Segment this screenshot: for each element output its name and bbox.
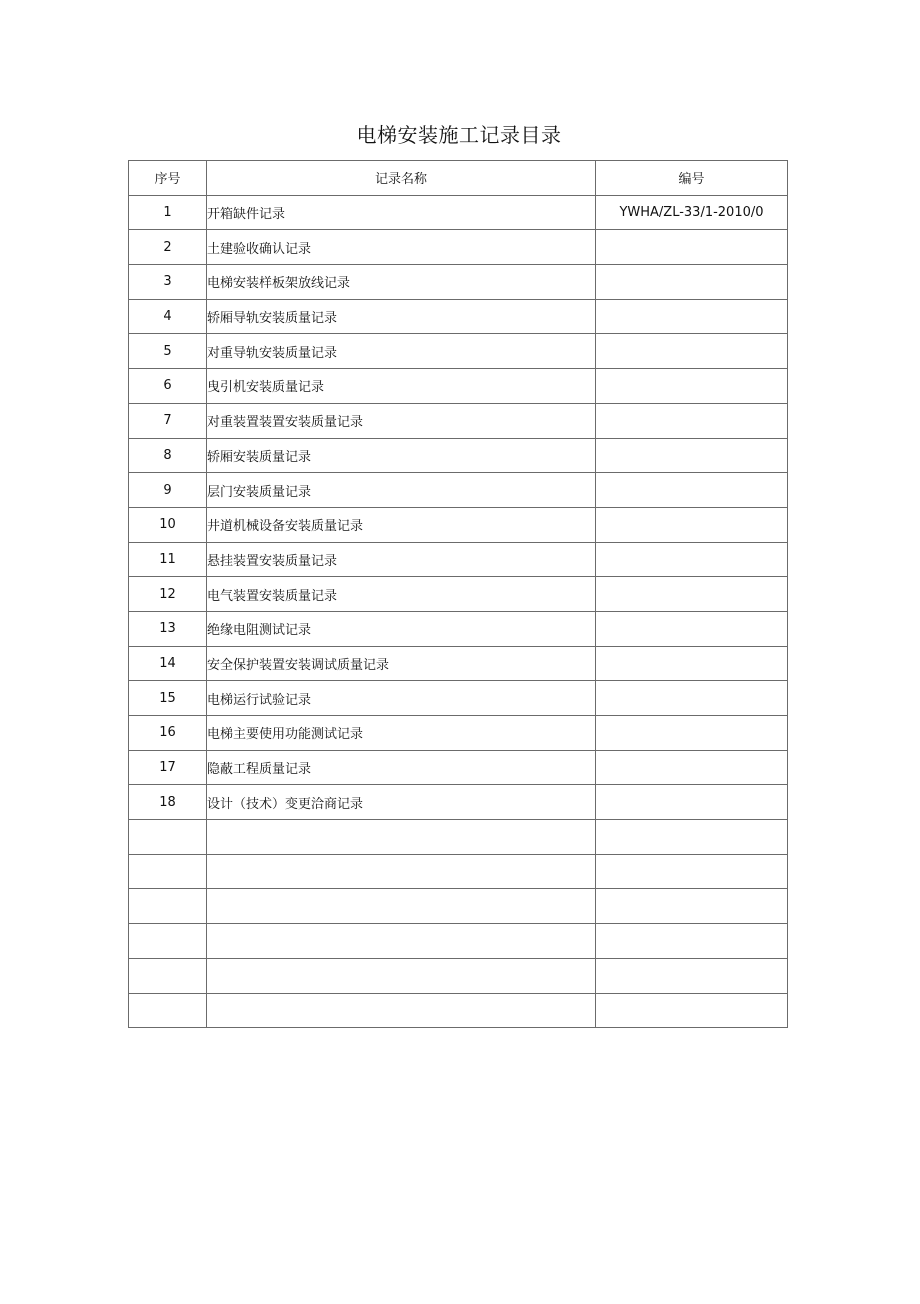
table-header-row	[129, 161, 788, 196]
row-record-name	[207, 854, 596, 889]
row-record-name: 电梯主要使用功能测试记录	[207, 716, 596, 751]
row-record-code	[596, 369, 788, 404]
row-record-code	[596, 299, 788, 334]
table-row	[129, 785, 788, 820]
row-record-code	[596, 230, 788, 265]
row-record-name: 电气装置安装质量记录	[207, 577, 596, 612]
record-table	[128, 160, 788, 1028]
table-row	[129, 577, 788, 612]
row-record-code	[596, 507, 788, 542]
table-row	[129, 507, 788, 542]
row-serial-number: 14	[129, 646, 207, 681]
row-record-code	[596, 334, 788, 369]
row-serial-number	[129, 958, 207, 993]
row-record-name: 电梯安装样板架放线记录	[207, 265, 596, 300]
row-record-name: 悬挂装置安装质量记录	[207, 542, 596, 577]
row-record-name: 曳引机安装质量记录	[207, 369, 596, 404]
row-record-name: 对重装置装置安装质量记录	[207, 403, 596, 438]
table-row	[129, 646, 788, 681]
row-record-name	[207, 889, 596, 924]
table-body	[129, 195, 788, 1028]
row-serial-number: 17	[129, 750, 207, 785]
table-row	[129, 230, 788, 265]
row-record-code	[596, 646, 788, 681]
row-record-code	[596, 820, 788, 855]
row-record-code	[596, 473, 788, 508]
row-serial-number: 11	[129, 542, 207, 577]
table-row	[129, 438, 788, 473]
row-record-name	[207, 820, 596, 855]
row-record-name: 隐蔽工程质量记录	[207, 750, 596, 785]
row-record-name: 土建验收确认记录	[207, 230, 596, 265]
row-serial-number: 7	[129, 403, 207, 438]
row-record-name	[207, 993, 596, 1028]
table-row	[129, 716, 788, 751]
row-record-name: 电梯运行试验记录	[207, 681, 596, 716]
table-row	[129, 369, 788, 404]
row-serial-number: 3	[129, 265, 207, 300]
row-serial-number	[129, 993, 207, 1028]
row-serial-number	[129, 924, 207, 959]
row-record-name: 层门安装质量记录	[207, 473, 596, 508]
row-record-code	[596, 958, 788, 993]
row-serial-number	[129, 820, 207, 855]
table-row	[129, 299, 788, 334]
row-record-code	[596, 924, 788, 959]
row-record-name: 开箱缺件记录	[207, 195, 596, 230]
row-serial-number: 1	[129, 195, 207, 230]
row-record-name: 设计（技术）变更洽商记录	[207, 785, 596, 820]
header-record-code: 编号	[596, 161, 788, 196]
row-serial-number: 18	[129, 785, 207, 820]
row-record-name: 井道机械设备安装质量记录	[207, 507, 596, 542]
table-row	[129, 542, 788, 577]
row-serial-number: 5	[129, 334, 207, 369]
row-record-code	[596, 611, 788, 646]
row-record-code	[596, 438, 788, 473]
row-serial-number: 13	[129, 611, 207, 646]
row-record-name: 轿厢导轨安装质量记录	[207, 299, 596, 334]
row-serial-number: 2	[129, 230, 207, 265]
table-row	[129, 820, 788, 855]
table-row	[129, 681, 788, 716]
row-record-name	[207, 924, 596, 959]
row-record-code	[596, 265, 788, 300]
row-serial-number: 10	[129, 507, 207, 542]
row-serial-number: 6	[129, 369, 207, 404]
table-row	[129, 750, 788, 785]
row-serial-number	[129, 854, 207, 889]
header-serial-number: 序号	[129, 161, 207, 196]
table-row	[129, 473, 788, 508]
table-row	[129, 334, 788, 369]
table-row	[129, 265, 788, 300]
row-record-name: 轿厢安装质量记录	[207, 438, 596, 473]
row-record-code	[596, 750, 788, 785]
row-record-code	[596, 681, 788, 716]
row-record-code: YWHA/ZL-33/1-2010/0	[596, 195, 788, 230]
table-row	[129, 889, 788, 924]
row-serial-number: 9	[129, 473, 207, 508]
row-serial-number: 15	[129, 681, 207, 716]
row-record-code	[596, 403, 788, 438]
table-row	[129, 611, 788, 646]
page-title: 电梯安装施工记录目录	[356, 123, 562, 147]
table-row	[129, 993, 788, 1028]
row-serial-number: 16	[129, 716, 207, 751]
row-record-code	[596, 889, 788, 924]
table-row	[129, 403, 788, 438]
row-record-code	[596, 577, 788, 612]
row-record-code	[596, 854, 788, 889]
row-serial-number: 4	[129, 299, 207, 334]
table-row	[129, 195, 788, 230]
row-serial-number: 8	[129, 438, 207, 473]
row-record-code	[596, 716, 788, 751]
row-record-code	[596, 993, 788, 1028]
row-record-code	[596, 785, 788, 820]
row-record-name: 安全保护装置安装调试质量记录	[207, 646, 596, 681]
row-serial-number: 12	[129, 577, 207, 612]
row-serial-number	[129, 889, 207, 924]
header-record-name: 记录名称	[207, 161, 596, 196]
row-record-name: 绝缘电阻测试记录	[207, 611, 596, 646]
table-row	[129, 958, 788, 993]
row-record-code	[596, 542, 788, 577]
table-row	[129, 924, 788, 959]
row-record-name	[207, 958, 596, 993]
table-row	[129, 854, 788, 889]
row-record-name: 对重导轨安装质量记录	[207, 334, 596, 369]
